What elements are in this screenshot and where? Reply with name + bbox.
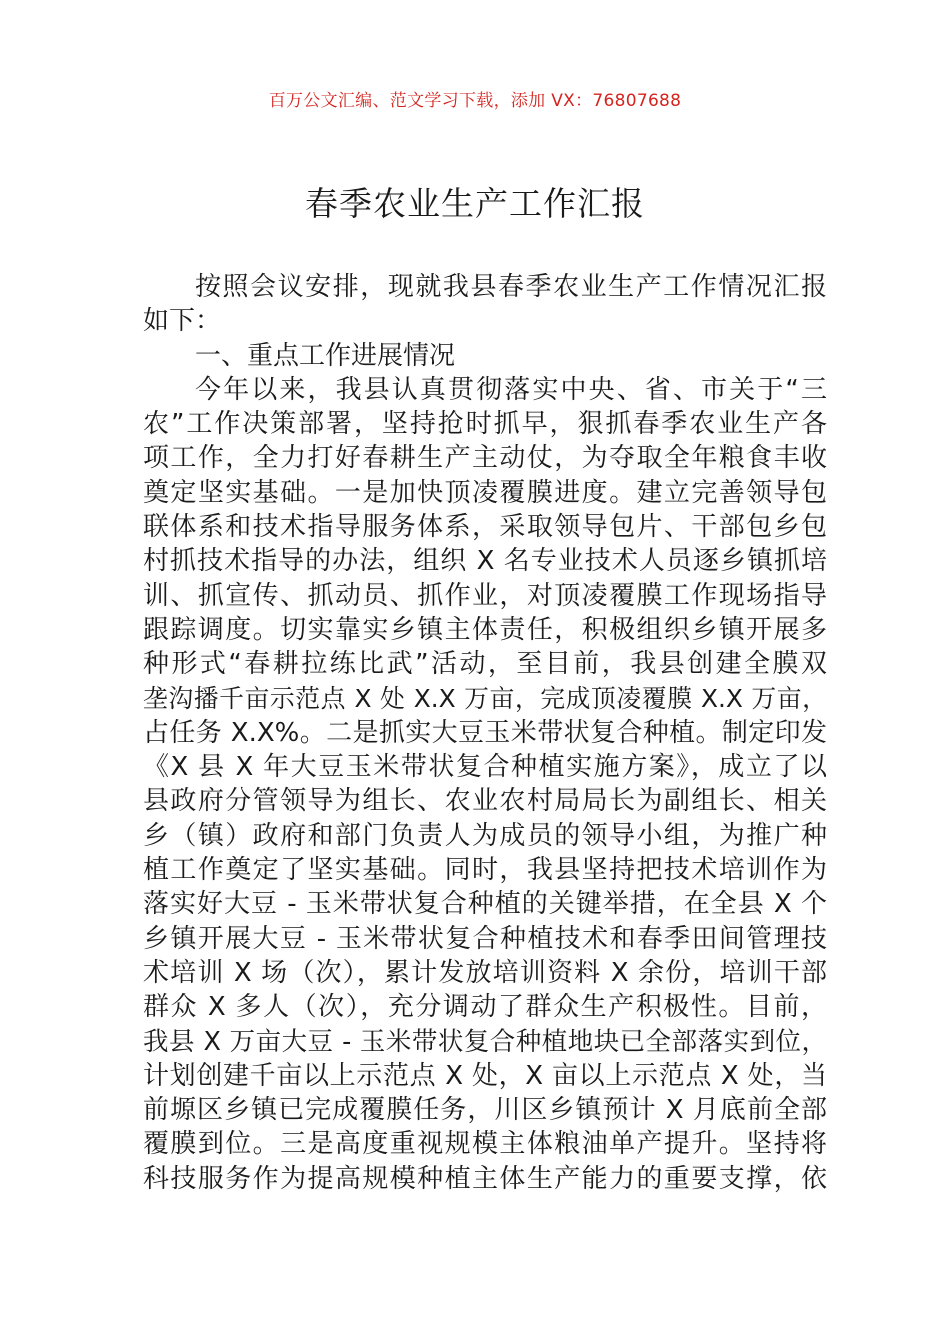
paragraph-line: 乡（镇）政府和部门负责人为成员的领导小组，为推广种 [143,820,827,851]
paragraph-line: 群众 X 多人（次），充分调动了群众生产积极性。目前， [143,992,827,1023]
paragraph-line: 种形式“春耕拉练比武”活动，至目前，我县创建全膜双 [143,649,827,680]
paragraph-line: 训、抓宣传、抓动员、抓作业，对顶凌覆膜工作现场指导 [143,580,827,611]
document-body [143,270,827,1196]
paragraph-line: 占任务 X.X%。二是抓实大豆玉米带状复合种植。制定印发 [143,717,827,748]
paragraph-line: 县政府分管领导为组长、农业农村局局长为副组长、相关 [143,786,827,817]
paragraph-line: 计划创建千亩以上示范点 X 处，X 亩以上示范点 X 处，当 [143,1060,827,1091]
paragraph-line: 跟踪调度。切实靠实乡镇主体责任，积极组织乡镇开展多 [143,614,827,645]
paragraph-line: 我县 X 万亩大豆 - 玉米带状复合种植地块已全部落实到位， [143,1026,827,1057]
paragraph-line: 落实好大豆 - 玉米带状复合种植的关键举措，在全县 X 个 [143,889,827,920]
paragraph-line: 奠定坚实基础。一是加快顶凌覆膜进度。建立完善领导包 [143,477,827,508]
paragraph-line: 联体系和技术指导服务体系，采取领导包片、干部包乡包 [143,512,827,543]
paragraph-line: 前塬区乡镇已完成覆膜任务，川区乡镇预计 X 月底前全部 [143,1095,827,1126]
paragraph-line: 村抓技术指导的办法，组织 X 名专业技术人员逐乡镇抓培 [143,546,827,577]
header-note: 百万公文汇编、范文学习下载，添加 VX：76807688 [268,91,682,111]
paragraph-line: 项工作，全力打好春耕生产主动仗，为夺取全年粮食丰收 [143,443,827,474]
document-title: 春季农业生产工作汇报 [305,184,645,223]
paragraph-line: 覆膜到位。三是高度重视规模主体粮油单产提升。坚持将 [143,1129,827,1160]
paragraph-line: 乡镇开展大豆 - 玉米带状复合种植技术和春季田间管理技 [143,923,827,954]
section-heading: 一、重点工作进展情况 [195,340,456,371]
paragraph-line: 今年以来，我县认真贯彻落实中央、省、市关于“三 [195,374,827,405]
paragraph-line: 植工作奠定了坚实基础。同时，我县坚持把技术培训作为 [143,855,827,886]
paragraph-line: 术培训 X 场（次），累计发放培训资料 X 余份，培训干部 [143,957,827,988]
paragraph-line: 垄沟播千亩示范点 X 处 X.X 万亩，完成顶凌覆膜 X.X 万亩， [143,683,827,713]
paragraph-line: 按照会议安排，现就我县春季农业生产工作情况汇报 [195,272,827,302]
paragraph-line: 科技服务作为提高规模种植主体生产能力的重要支撑，依 [143,1163,827,1194]
paragraph-line: 如下： [143,306,222,337]
paragraph-line: 《X 县 X 年大豆玉米带状复合种植实施方案》，成立了以 [143,752,827,783]
paragraph-line: 农”工作决策部署，坚持抢时抓早，狠抓春季农业生产各 [143,409,827,440]
